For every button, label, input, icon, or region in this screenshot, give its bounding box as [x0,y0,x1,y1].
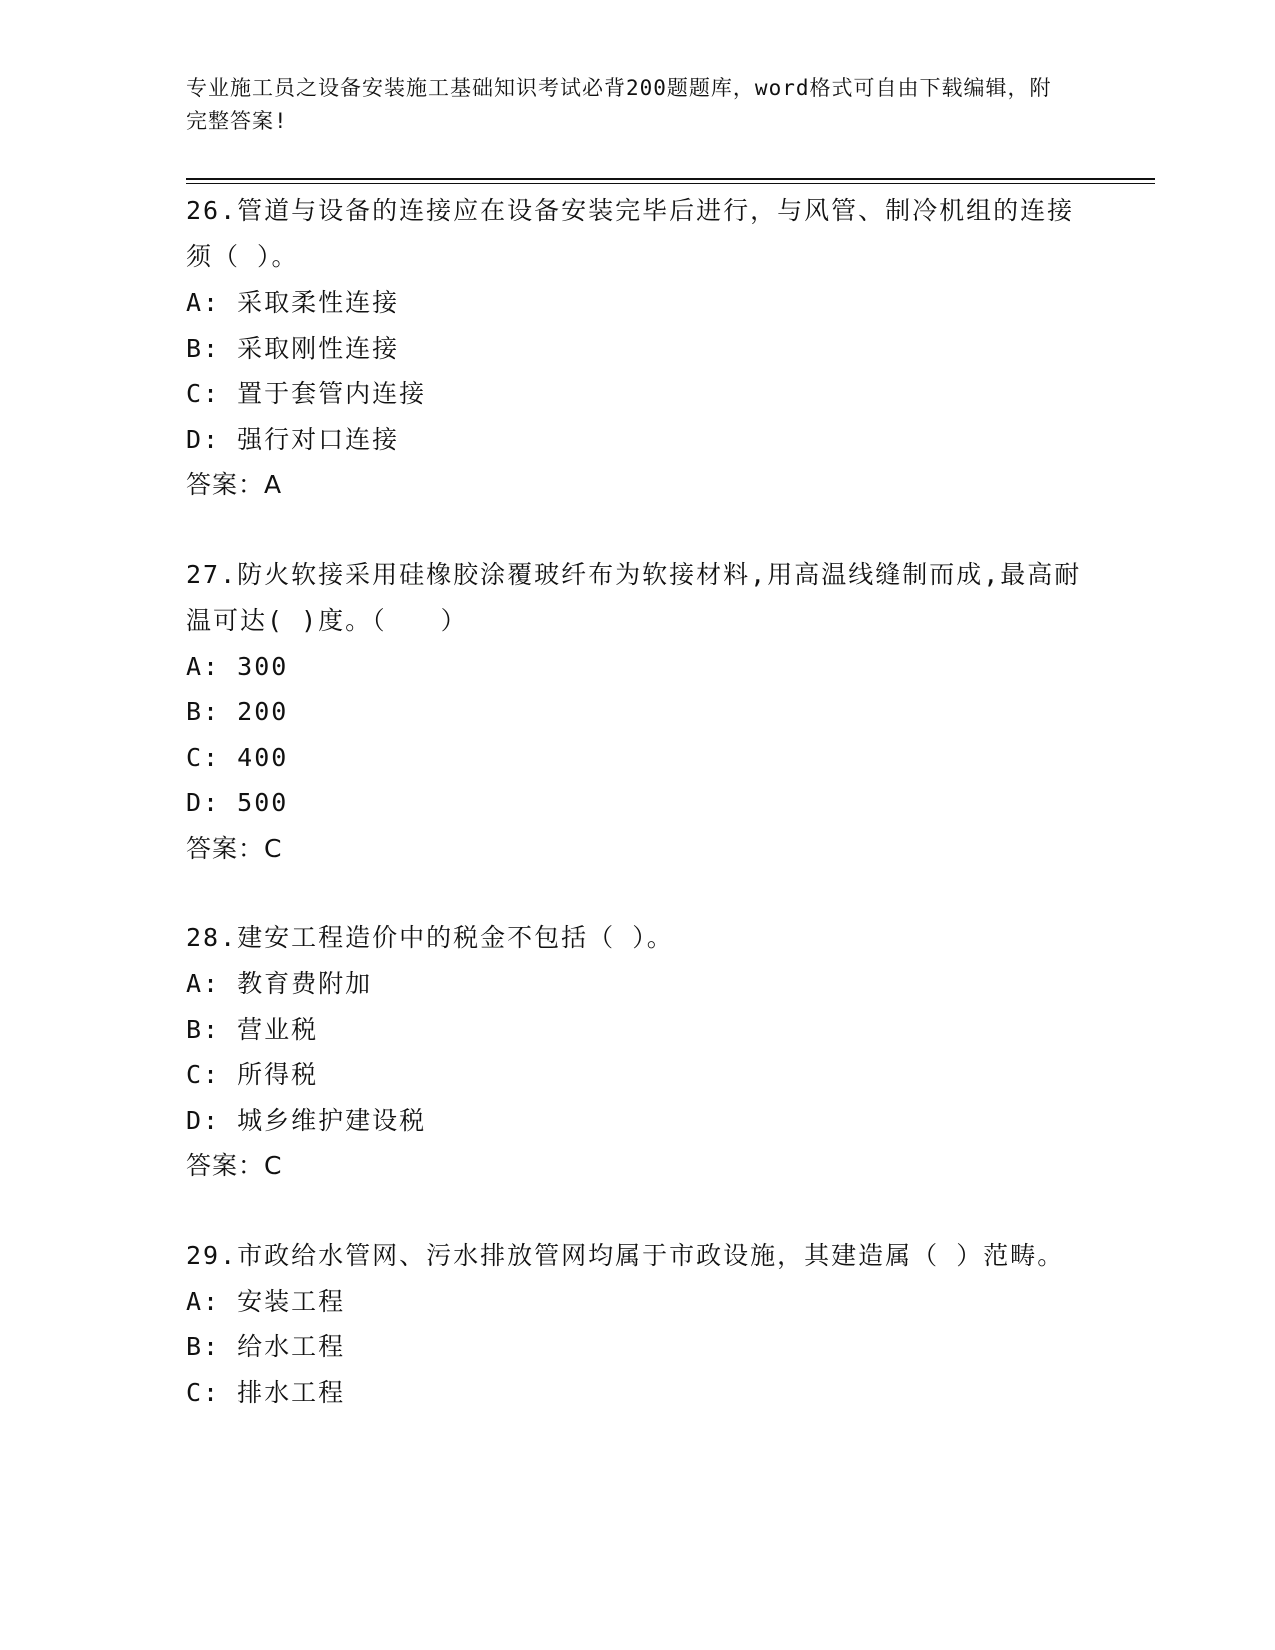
option-a: A: 300 [186,651,289,681]
option-c: C: 所得税 [186,1060,319,1089]
option-b: B: 给水工程 [186,1332,346,1361]
header-rule-bottom [186,183,1155,184]
question-stem: 26.管道与设备的连接应在设备安装完毕后进行，与风管、制冷机组的连接须（ ）。 [186,196,1075,271]
answer-text: 答案：C [186,1151,283,1180]
question-list [186,188,1086,1459]
question-26 [186,188,1086,508]
option-c: C: 置于套管内连接 [186,379,427,408]
option-d: D: 城乡维护建设税 [186,1105,427,1135]
option-a: A: 安装工程 [186,1286,346,1316]
option-b: B: 营业税 [186,1014,319,1044]
question-29 [186,1233,1086,1416]
option-d: D: 500 [186,788,289,817]
option-b: B: 200 [186,697,289,726]
document-header-text: 专业施工员之设备安装施工基础知识考试必背200题题库，word格式可自由下载编辑，附完整答案! [186,76,1052,133]
answer-text: 答案：C [186,833,283,863]
option-a: A: 教育费附加 [186,969,373,998]
option-a: A: 采取柔性连接 [186,288,400,317]
option-c: C: 排水工程 [186,1377,346,1407]
question-28 [186,915,1086,1189]
question-stem: 28.建安工程造价中的税金不包括（ ）。 [186,923,674,952]
question-stem: 29.市政给水管网、污水排放管网均属于市政设施，其建造属（ ）范畴。 [186,1240,1065,1270]
option-d: D: 强行对口连接 [186,424,400,454]
option-c: C: 400 [186,742,289,772]
question-stem: 27.防火软接采用硅橡胶涂覆玻纤布为软接材料,用高温线缝制而成,最高耐温可达( )度。（ ） [186,559,1082,635]
header-rule-top [186,178,1155,180]
answer-text: 答案：A [186,470,283,499]
question-27 [186,552,1086,872]
option-b: B: 采取刚性连接 [186,333,400,363]
